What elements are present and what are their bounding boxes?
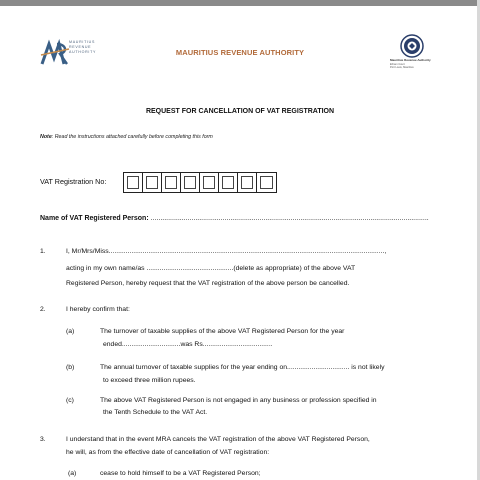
form-note: [40, 134, 213, 140]
item-2-intro: I hereby confirm that:: [66, 306, 130, 313]
seal-subcaption: Ehram Court Port Louis, Mauritius: [390, 63, 414, 70]
item-3-number: 3.: [40, 436, 46, 443]
item-2c-label: (c): [66, 397, 74, 404]
vat-digit-box[interactable]: [124, 173, 143, 192]
item-1-line-2[interactable]: acting in my own name/as ..............................................(delete as appropriate) of the above VAT: [66, 265, 356, 272]
vat-digit-box[interactable]: [257, 173, 276, 192]
item-2c-line-2: the Tenth Schedule to the VAT Act.: [103, 409, 208, 416]
organization-name: MAURITIUS REVENUE AUTHORITY: [175, 48, 305, 57]
vat-number-field[interactable]: [123, 172, 277, 193]
item-2b-line-1[interactable]: The annual turnover of taxable supplies for the year ending on................................. is not likely: [100, 364, 385, 371]
item-2a-line-1: The turnover of taxable supplies of the above VAT Registered Person for the year: [100, 328, 345, 335]
seal-caption: Mauritius Revenue Authority: [390, 58, 431, 62]
item-1-line-1[interactable]: I, Mr/Mrs/Miss..................................................................................................................................................,: [66, 248, 387, 255]
form-title: REQUEST FOR CANCELLATION OF VAT REGISTRATION: [145, 108, 335, 115]
vat-digit-box[interactable]: [143, 173, 162, 192]
vat-digit-box[interactable]: [181, 173, 200, 192]
vat-digit-box[interactable]: [238, 173, 257, 192]
vat-digit-box[interactable]: [219, 173, 238, 192]
item-3a-line-1: cease to hold himself to be a VAT Registered Person;: [100, 470, 261, 477]
item-2a-label: (a): [66, 328, 75, 335]
note-text: : Read the instructions attached carefully before completing this form: [51, 134, 213, 140]
item-2c-line-1: The above VAT Registered Person is not engaged in any business or profession specified in: [100, 397, 377, 404]
mra-seal-icon: [400, 34, 424, 58]
item-3-line-1: I understand that in the event MRA cancels the VAT registration of the above VAT Registered Person,: [66, 436, 370, 443]
top-border: [0, 0, 480, 6]
item-2-number: 2.: [40, 306, 46, 313]
item-1-line-3: Registered Person, hereby request that the VAT registration of the above person be cancelled.: [66, 280, 350, 287]
item-2b-label: (b): [66, 364, 75, 371]
item-2b-line-2: to exceed three million rupees.: [103, 377, 196, 384]
item-1-number: 1.: [40, 248, 46, 255]
vat-number-label: VAT Registration No:: [40, 177, 107, 186]
item-3-line-2: he will, as from the effective date of cancellation of VAT registration:: [66, 449, 270, 456]
vat-digit-box[interactable]: [200, 173, 219, 192]
vat-digit-box[interactable]: [162, 173, 181, 192]
item-3a-label: (a): [68, 470, 77, 477]
name-blank[interactable]: ...............................................................................................................................................: [148, 215, 429, 222]
name-label: Name of VAT Registered Person:: [40, 215, 149, 222]
item-2a-line-2[interactable]: ended...............................was Rs.....................................: [103, 341, 273, 348]
logo-text: MAURITIUS REVENUE AUTHORITY: [69, 40, 97, 54]
registered-person-name-field[interactable]: [40, 215, 429, 222]
note-label: Note: [40, 134, 52, 140]
